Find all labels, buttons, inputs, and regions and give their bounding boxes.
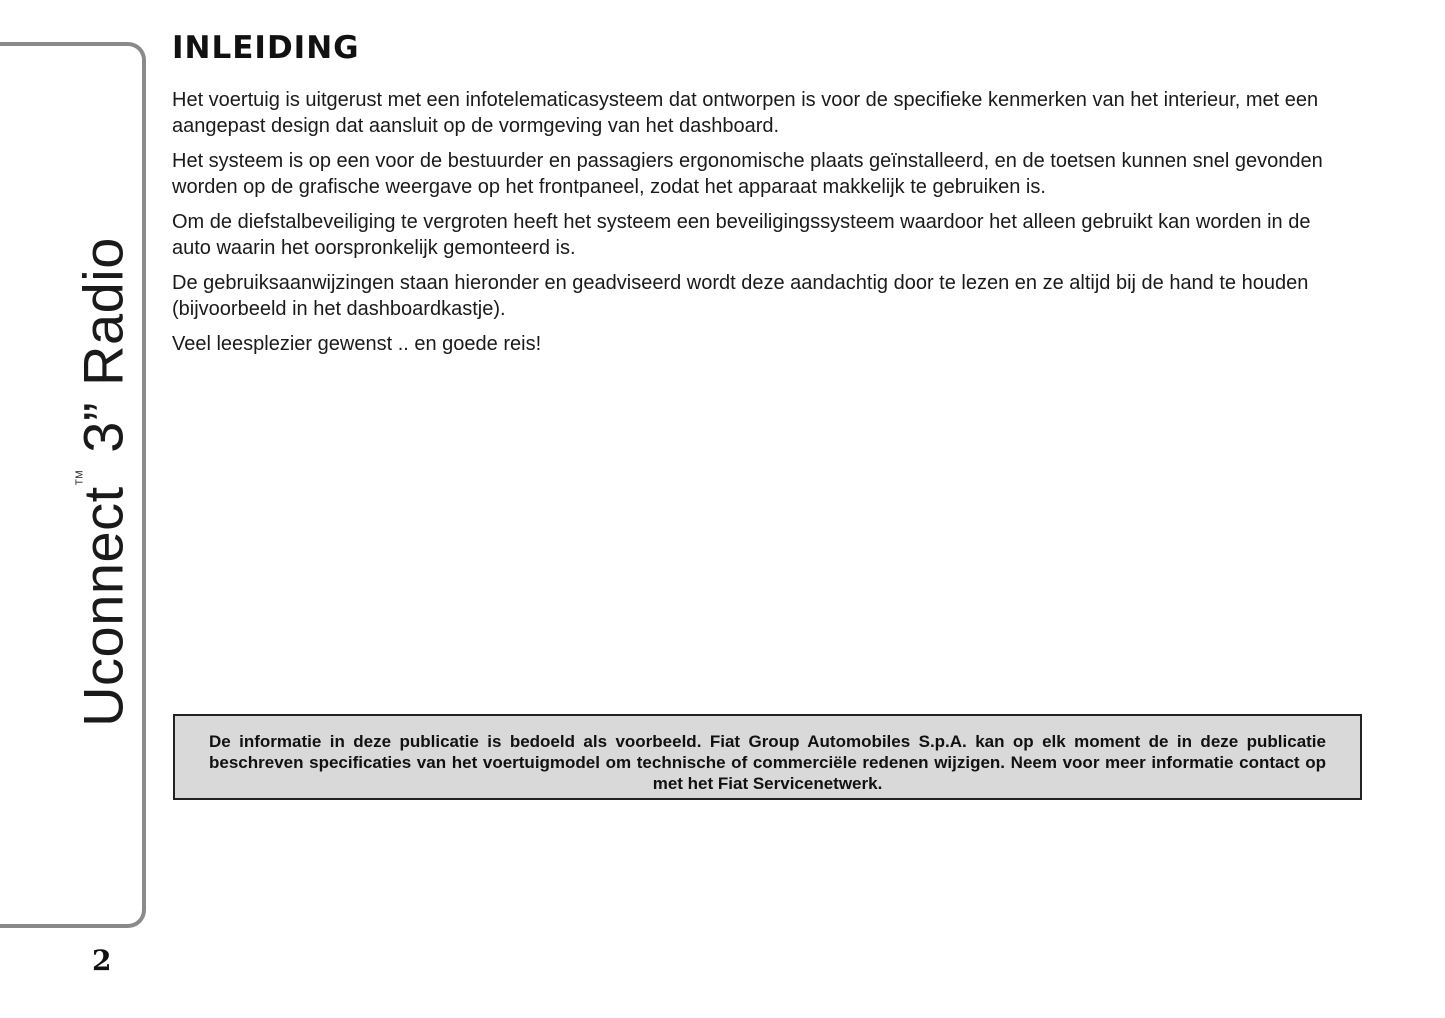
page-number: 2 xyxy=(92,944,112,977)
paragraph: Het voertuig is uitgerust met een infotelematicasysteem dat ontworpen is voor de specifieke kenmerken van het interieur, met een aangepast design dat aansluit op de vormgeving van het dashboard. xyxy=(172,89,1319,137)
trademark-mark: TM xyxy=(74,469,86,486)
disclaimer-box xyxy=(173,714,1362,800)
paragraph: Veel leesplezier gewenst .. en goede reis! xyxy=(172,333,542,355)
paragraph: Het systeem is op een voor de bestuurder en passagiers ergonomische plaats geïnstalleerd, en de toetsen kunnen snel gevonden worden op de grafische weergave op het frontpaneel, zodat het apparaat makkelijk te gebruiken is. xyxy=(172,150,1323,198)
paragraph: De gebruiksaanwijzingen staan hieronder en geadviseerd wordt deze aandachtig door te lezen en ze altijd bij de hand te houden (bijvoorbeeld in het dashboardkastje). xyxy=(172,272,1309,320)
chapter-title-main: Uconnect xyxy=(71,486,135,727)
chapter-title-rest: 3” Radio xyxy=(71,237,135,453)
body-text xyxy=(172,87,1352,366)
paragraph: Om de diefstalbeveiliging te vergroten heeft het systeem een beveiligingssysteem waardoor het alleen gebruikt kan worden in de auto waarin het oorspronkelijk gemonteerd is. xyxy=(172,211,1311,259)
section-heading: INLEIDING xyxy=(172,30,360,66)
chapter-title xyxy=(71,237,136,727)
disclaimer-text: De informatie in deze publicatie is bedoeld als voorbeeld. Fiat Group Automobiles S.p.A. kan op elk moment de in deze publicatie beschreven specificaties van het voertuigmodel om technische of commerciële redenen wijzigen. Neem voor meer informatie contact op met het Fiat Servicenetwerk. xyxy=(209,732,1326,793)
